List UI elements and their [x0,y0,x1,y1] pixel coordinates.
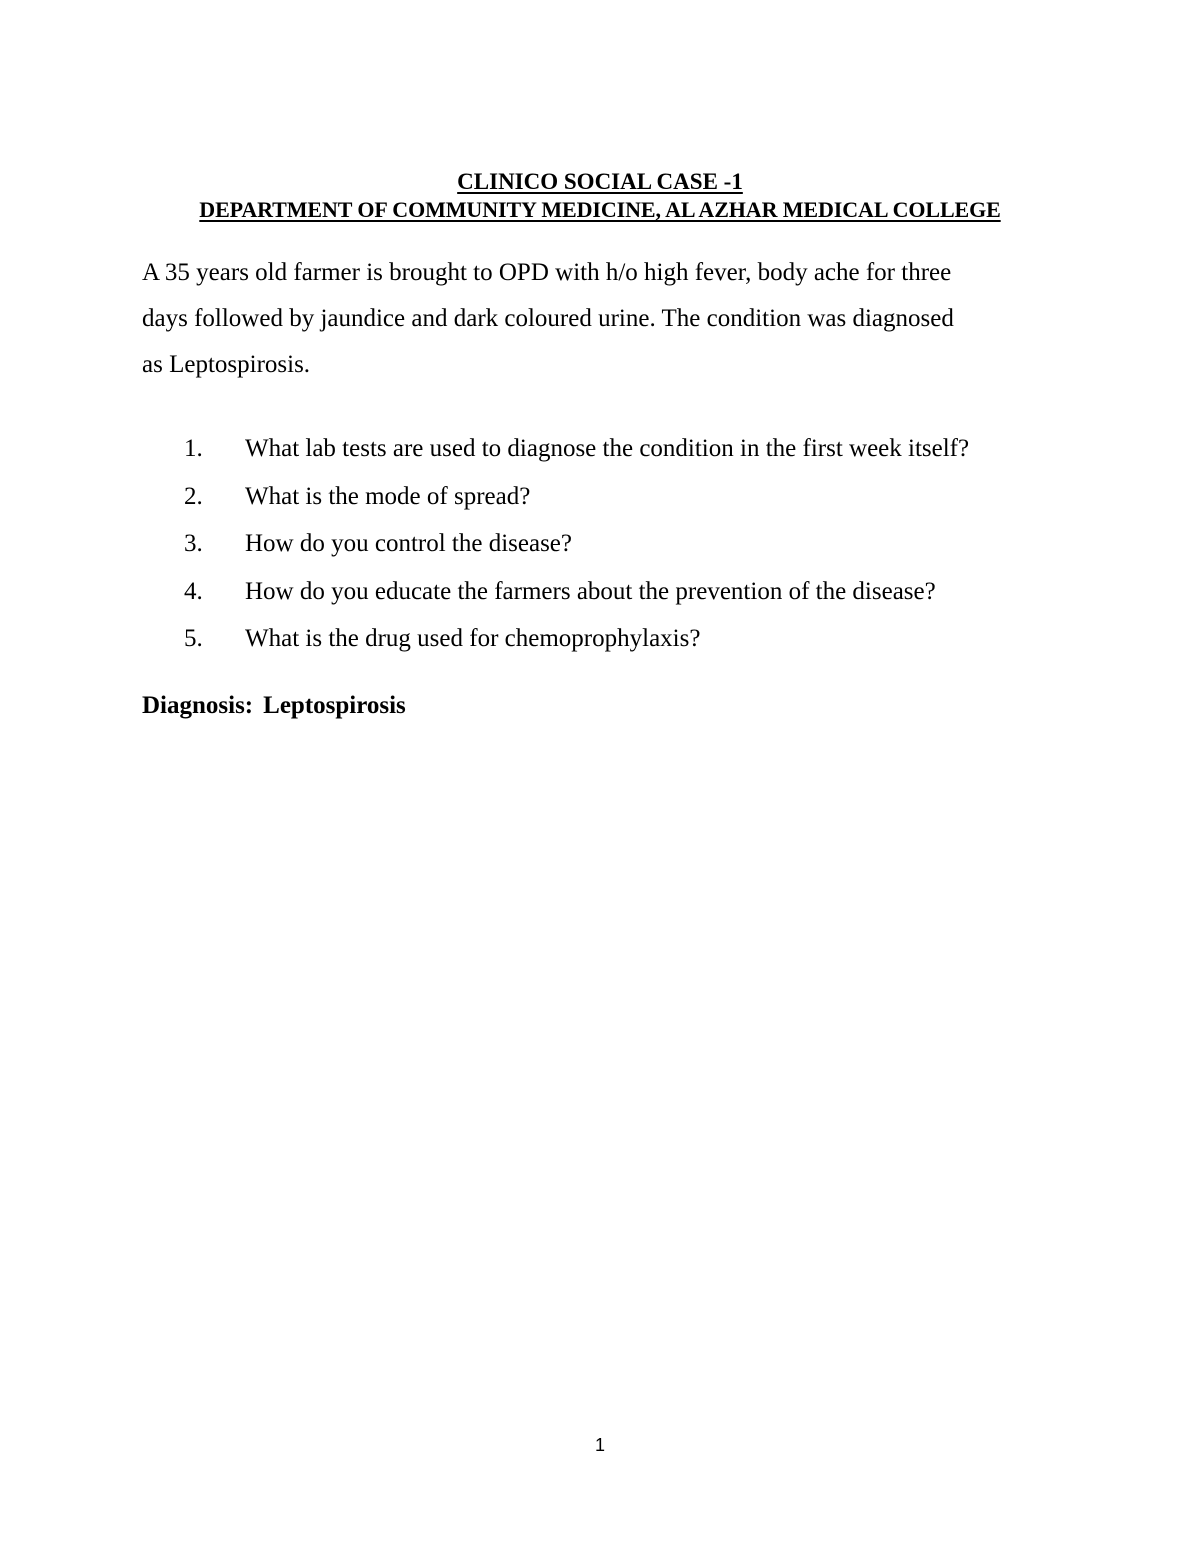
question-number: 5. [184,625,203,652]
question-text: How do you control the disease? [245,530,573,557]
question-number: 1. [184,435,203,462]
question-list [142,429,1142,667]
question-item [142,429,1142,477]
question-number: 3. [184,530,203,557]
case-line: days followed by jaundice and dark coloured urine. The condition was diagnosed [142,305,954,332]
document-header [0,168,1200,224]
question-text: What is the drug used for chemoprophylaxis? [245,625,701,652]
question-item [142,619,1142,667]
case-title: CLINICO SOCIAL CASE -1 [457,169,743,194]
diagnosis-label: Diagnosis: [142,692,254,719]
question-text: What is the mode of spread? [245,482,531,510]
question-text: How do you educate the farmers about the prevention of the disease? [245,577,936,605]
department-title: DEPARTMENT OF COMMUNITY MEDICINE, AL AZHAR MEDICAL COLLEGE [199,197,1001,222]
case-line: A 35 years old farmer is brought to OPD with h/o high fever, body ache for three [142,259,952,286]
diagnosis-line [142,688,406,724]
question-item [142,524,1142,572]
question-text: What lab tests are used to diagnose the condition in the first week itself? [245,435,970,462]
page-number: 1 [594,1435,605,1455]
question-number: 2. [184,482,203,510]
case-description [142,250,1062,388]
question-number: 4. [184,577,203,605]
question-item [142,572,1142,620]
question-item [142,477,1142,525]
case-line: as Leptospirosis. [142,351,311,378]
diagnosis-value: Leptospirosis [263,692,406,719]
